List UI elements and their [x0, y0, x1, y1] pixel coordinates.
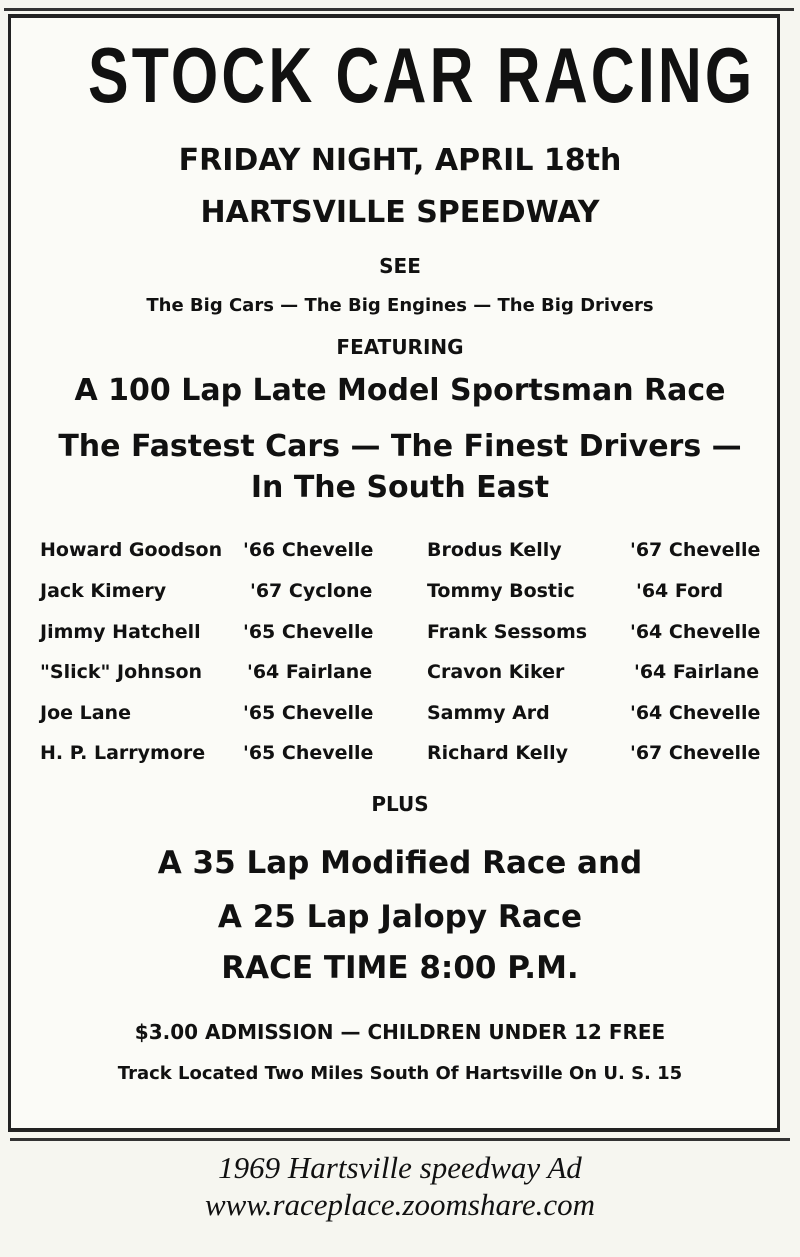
driver-car: '67 Cyclone [250, 580, 373, 602]
driver-car: '64 Fairlane [247, 661, 373, 683]
track-location: Track Located Two Miles South Of Hartsville On U. S. 15 [117, 1063, 683, 1084]
driver-car: '64 Chevelle [630, 702, 761, 724]
driver-car: '67 Chevelle [630, 539, 761, 561]
driver-car: '65 Chevelle [243, 742, 374, 764]
bottom-rule [10, 1138, 790, 1141]
admission: $3.00 ADMISSION — CHILDREN UNDER 12 FREE [134, 1020, 666, 1044]
plus-label: PLUS [371, 792, 429, 816]
driver-car: '64 Ford [636, 580, 724, 602]
driver-name: Sammy Ard [427, 702, 550, 724]
caption-url: www.raceplace.zoomshare.com [204, 1187, 596, 1222]
driver-car: '64 Chevelle [630, 621, 761, 643]
caption-title: 1969 Hartsville speedway Ad [218, 1150, 582, 1185]
modified-race: A 35 Lap Modified Race and [157, 845, 643, 881]
driver-name: Frank Sessoms [427, 621, 588, 643]
driver-car: '65 Chevelle [243, 621, 374, 643]
venue: HARTSVILLE SPEEDWAY [200, 195, 600, 230]
ad-title: STOCK CAR RACING [88, 31, 756, 119]
driver-car: '65 Chevelle [243, 702, 374, 724]
main-race: A 100 Lap Late Model Sportsman Race [74, 373, 726, 408]
driver-name: Howard Goodson [40, 539, 223, 561]
driver-name: Jimmy Hatchell [40, 621, 201, 643]
driver-name: Jack Kimery [40, 580, 167, 602]
driver-car: '66 Chevelle [243, 539, 374, 561]
see-label: SEE [379, 254, 421, 278]
driver-name: "Slick" Johnson [40, 661, 203, 683]
driver-name: Brodus Kelly [427, 539, 562, 561]
driver-name: H. P. Larrymore [40, 742, 206, 764]
driver-name: Tommy Bostic [427, 580, 575, 602]
featuring-label: FEATURING [336, 335, 464, 359]
driver-car: '64 Fairlane [634, 661, 760, 683]
event-date: FRIDAY NIGHT, APRIL 18th [178, 143, 622, 178]
south-east-line: In The South East [250, 470, 550, 505]
driver-name: Richard Kelly [427, 742, 569, 764]
race-time: RACE TIME 8:00 P.M. [221, 950, 579, 986]
top-rule [4, 8, 794, 11]
fastest-line: The Fastest Cars — The Finest Drivers — [58, 429, 742, 464]
jalopy-race: A 25 Lap Jalopy Race [217, 899, 583, 935]
driver-car: '67 Chevelle [630, 742, 761, 764]
driver-name: Joe Lane [40, 702, 131, 724]
tagline: The Big Cars — The Big Engines — The Big Drivers [146, 295, 654, 316]
driver-name: Cravon Kiker [427, 661, 565, 683]
